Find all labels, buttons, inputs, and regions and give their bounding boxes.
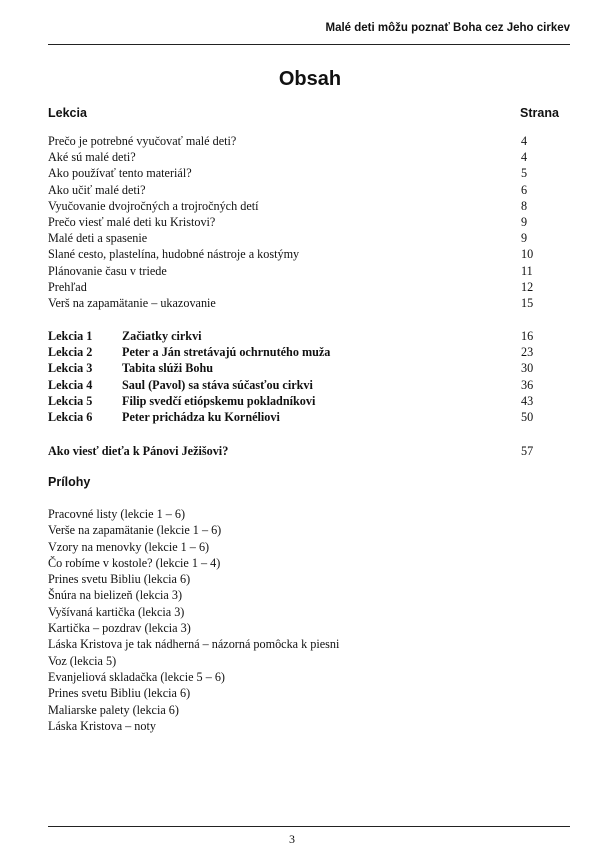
toc-entry-title: Prehľad <box>48 279 87 294</box>
toc-entry[interactable] <box>48 165 568 181</box>
toc-entry-page: 23 <box>521 345 534 360</box>
page-title: Obsah <box>278 68 342 90</box>
lesson-title: Saul (Pavol) sa stáva súčasťou cirkvi <box>122 377 313 392</box>
toc-entry-page: 4 <box>521 134 528 148</box>
appendix-item-label: Voz (lekcia 5) <box>48 653 117 668</box>
toc-entry-title: Malé deti a spasenie <box>48 231 148 246</box>
column-header-lesson: Lekcia <box>48 106 87 120</box>
toc-lesson-entry[interactable] <box>48 377 568 393</box>
toc-entry-title: Slané cesto, plastelína, hudobné nástroje a kostýmy <box>48 247 300 262</box>
lesson-number: Lekcia 1 <box>48 329 93 343</box>
toc-entry-page: 12 <box>521 279 534 294</box>
appendix-item[interactable] <box>48 571 528 587</box>
toc-entry[interactable] <box>48 133 568 149</box>
appendix-item-label: Vzory na menovky (lekcie 1 – 6) <box>48 539 210 554</box>
toc-entry-page: 50 <box>521 409 534 424</box>
toc-entry-page: 6 <box>521 182 528 197</box>
appendix-item[interactable] <box>48 636 528 652</box>
toc-entry-title: Ako používať tento materiál? <box>48 166 192 181</box>
toc-entry-title: Ako učiť malé deti? <box>48 182 146 197</box>
lesson-number: Lekcia 5 <box>48 393 93 408</box>
appendix-list <box>48 506 528 734</box>
appendix-item[interactable] <box>48 604 528 620</box>
lesson-title: Peter prichádza ku Kornéliovi <box>122 409 280 424</box>
toc-entry-page: 10 <box>521 247 534 262</box>
toc-entry-page: 11 <box>521 263 533 278</box>
appendix-item[interactable] <box>48 653 528 669</box>
appendix-item-label: Pracovné listy (lekcie 1 – 6) <box>48 507 186 521</box>
lead-title: Ako viesť dieťa k Pánovi Ježišovi? <box>48 444 229 458</box>
toc-lesson-entry[interactable] <box>48 328 568 344</box>
lesson-title: Tabita slúži Bohu <box>122 361 213 376</box>
toc-entry-page: 43 <box>521 393 534 408</box>
toc-entry[interactable] <box>48 198 568 214</box>
toc-entry[interactable] <box>48 295 568 311</box>
column-header-page: Strana <box>520 106 559 120</box>
appendix-item[interactable] <box>48 555 528 571</box>
appendix-item-label: Maliarske palety (lekcia 6) <box>48 702 179 717</box>
toc-entry-title: Plánovanie času v triede <box>48 263 167 278</box>
appendix-item[interactable] <box>48 539 528 555</box>
toc-entry-title: Vyučovanie dvojročných a trojročných detí <box>48 198 259 213</box>
toc-entry-page: 16 <box>521 329 534 343</box>
appendix-item[interactable] <box>48 620 528 636</box>
toc-entry[interactable] <box>48 230 568 246</box>
toc-entry-page: 57 <box>521 444 534 458</box>
appendix-item-label: Čo robíme v kostole? (lekcie 1 – 4) <box>48 555 221 570</box>
toc-entry-page: 30 <box>521 361 534 376</box>
toc-lesson-entry[interactable] <box>48 393 568 409</box>
toc-lead-section <box>48 443 568 459</box>
toc-entry-title: Verš na zapamätanie – ukazovanie <box>48 295 216 310</box>
appendix-item[interactable] <box>48 702 528 718</box>
appendix-item-label: Šnúra na bielizeň (lekcia 3) <box>48 588 183 603</box>
toc-entry-page: 9 <box>521 231 528 246</box>
appendix-item-label: Kartička – pozdrav (lekcia 3) <box>48 621 191 636</box>
toc-lesson-entry[interactable] <box>48 344 568 360</box>
running-header <box>48 18 570 45</box>
toc-intro-list <box>48 133 568 311</box>
toc-entry[interactable] <box>48 182 568 198</box>
lesson-number: Lekcia 2 <box>48 345 93 360</box>
appendix-item-label: Verše na zapamätanie (lekcie 1 – 6) <box>48 523 222 538</box>
lesson-number: Lekcia 6 <box>48 409 93 424</box>
footer-divider <box>48 826 570 827</box>
appendix-item[interactable] <box>48 685 528 701</box>
toc-lead-entry[interactable] <box>48 443 568 459</box>
toc-entry-page: 36 <box>521 377 534 392</box>
appendix-item-label: Vyšívaná kartička (lekcia 3) <box>48 604 185 619</box>
toc-entry-page: 5 <box>521 166 528 181</box>
lesson-number: Lekcia 3 <box>48 361 93 376</box>
appendix-item-label: Prines svetu Bibliu (lekcia 6) <box>48 572 191 587</box>
toc-entry[interactable] <box>48 246 568 262</box>
page-number: 3 <box>289 832 295 846</box>
toc-entry[interactable] <box>48 149 568 165</box>
toc-entry-page: 8 <box>521 198 528 213</box>
toc-entry[interactable] <box>48 263 568 279</box>
appendix-item-label: Láska Kristova – noty <box>48 718 156 733</box>
toc-entry-title: Prečo viesť malé deti ku Kristovi? <box>48 214 216 229</box>
toc-entry-page: 15 <box>521 295 534 310</box>
toc-entry[interactable] <box>48 214 568 230</box>
appendix-item-label: Láska Kristova je tak nádherná – názorná pomôcka k piesni <box>48 637 340 652</box>
toc-entry-title: Aké sú malé deti? <box>48 150 136 165</box>
toc-entry-title: Prečo je potrebné vyučovať malé deti? <box>48 134 237 148</box>
running-header-title: Malé deti môžu poznať Boha cez Jeho cirkev <box>325 22 570 34</box>
appendix-item-label: Evanjeliová skladačka (lekcie 5 – 6) <box>48 669 225 684</box>
appendix-item[interactable] <box>48 506 528 522</box>
toc-entry-page: 4 <box>521 150 528 165</box>
appendix-item[interactable] <box>48 669 528 685</box>
lesson-number: Lekcia 4 <box>48 377 93 392</box>
appendix-item[interactable] <box>48 587 528 603</box>
toc-lesson-entry[interactable] <box>48 409 568 425</box>
appendix-heading: Prílohy <box>48 475 91 489</box>
appendix-item-label: Prines svetu Bibliu (lekcia 6) <box>48 686 191 701</box>
appendix-item[interactable] <box>48 522 528 538</box>
toc-lessons-list <box>48 328 568 425</box>
appendix-item[interactable] <box>48 718 528 734</box>
toc-entry-page: 9 <box>521 214 528 229</box>
toc-lesson-entry[interactable] <box>48 360 568 376</box>
lesson-title: Filip svedčí etiópskemu pokladníkovi <box>122 393 316 408</box>
lesson-title: Peter a Ján stretávajú ochrnutého muža <box>122 345 331 360</box>
lesson-title: Začiatky cirkvi <box>122 329 202 343</box>
toc-entry[interactable] <box>48 279 568 295</box>
